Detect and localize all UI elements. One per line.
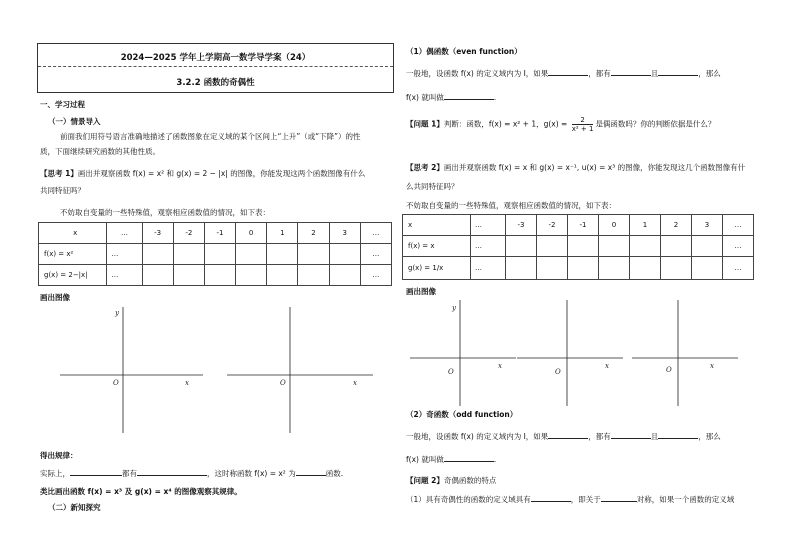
- fill-blank[interactable]: [611, 431, 651, 439]
- table-cell: -2: [173, 223, 204, 244]
- fill-blank[interactable]: [296, 468, 326, 476]
- even-call-a: f(x) 就叫做: [406, 93, 444, 102]
- row-label: g(x) = 1/x: [403, 257, 471, 280]
- fill-blank[interactable]: [548, 431, 588, 439]
- table-cell: …: [107, 265, 142, 286]
- q1-tag: 【问题 1】: [406, 119, 444, 129]
- table-cell[interactable]: [661, 257, 692, 280]
- table-row: [39, 265, 392, 286]
- rule-sentence: [40, 468, 343, 478]
- table-cell: …: [723, 257, 754, 280]
- y-axis-label: y: [452, 304, 456, 312]
- think1-text-2: 共同特征吗？: [40, 186, 85, 195]
- fill-blank[interactable]: [137, 468, 207, 476]
- table-cell[interactable]: [599, 257, 630, 280]
- odd-call-a: f(x) 就叫做: [406, 455, 444, 464]
- origin-label: O: [666, 366, 672, 374]
- lesson-title: 3.2.2 函数的奇偶性: [176, 78, 255, 88]
- think2-text-2: 么共同特征吗？: [406, 182, 459, 191]
- even-def-c: 且: [650, 69, 659, 78]
- table-cell[interactable]: [568, 236, 599, 257]
- table-cell[interactable]: [692, 257, 723, 280]
- even-call: [406, 92, 496, 102]
- think2-tag: 【思考 2】: [406, 163, 444, 172]
- coordinate-axes: [408, 298, 518, 408]
- think1: [40, 169, 365, 178]
- fill-blank[interactable]: [444, 454, 497, 464]
- table-cell[interactable]: [692, 236, 723, 257]
- table-cell: 3: [329, 223, 360, 244]
- odd-def-a: 一般地，设函数 f(x) 的定义域内为 I，如果: [406, 432, 549, 441]
- origin-label: O: [448, 368, 454, 376]
- draw-graph-label-1: 画出图像: [40, 293, 70, 302]
- origin-label: O: [113, 379, 119, 387]
- coordinate-axes: [515, 298, 625, 408]
- table-row: [403, 236, 754, 257]
- row-label: g(x) = 2−|x|: [39, 265, 107, 286]
- subsection-new-knowledge: （二）新知探究: [48, 503, 101, 512]
- even-def-a: 一般地，设函数 f(x) 的定义域内为 I，如果: [406, 69, 549, 78]
- table-cell[interactable]: [298, 265, 329, 286]
- table-row: [403, 215, 754, 236]
- table-cell[interactable]: [236, 244, 267, 265]
- table-cell[interactable]: [661, 236, 692, 257]
- odd-call: [406, 454, 496, 464]
- table-cell[interactable]: [537, 236, 568, 257]
- header-box: [37, 43, 394, 93]
- question-1: [406, 116, 715, 133]
- values-table-2: [402, 214, 754, 280]
- even-definition: [406, 68, 721, 78]
- table-cell[interactable]: [267, 244, 298, 265]
- table-cell[interactable]: [630, 236, 661, 257]
- even-function-title: （1）偶函数（even function）: [406, 47, 522, 56]
- origin-label: O: [555, 368, 561, 376]
- table-cell: -2: [537, 215, 568, 236]
- table-cell[interactable]: [173, 244, 204, 265]
- fill-blank[interactable]: [658, 431, 698, 439]
- intro-line-2: 质，下面继续研究函数的其他性质。: [40, 147, 160, 156]
- row-label: f(x) = x: [403, 236, 471, 257]
- coordinate-axes: [630, 298, 740, 408]
- fill-blank[interactable]: [611, 68, 651, 76]
- table-cell: …: [471, 215, 506, 236]
- x-axis-label: x: [605, 362, 609, 370]
- rule-text-a: 实际上，: [40, 469, 70, 478]
- x-axis-label: x: [353, 379, 357, 387]
- fill-blank[interactable]: [601, 494, 637, 502]
- table-cell[interactable]: [630, 257, 661, 280]
- table-row: [39, 223, 392, 244]
- rule-text-b: 都有: [122, 469, 137, 478]
- y-axis-label: y: [115, 309, 119, 317]
- table-cell[interactable]: [267, 265, 298, 286]
- table-cell: 3: [692, 215, 723, 236]
- think2: [406, 163, 745, 172]
- table-cell[interactable]: [506, 257, 537, 280]
- fraction: [572, 116, 594, 133]
- section-learning-process: 一、学习过程: [40, 100, 85, 109]
- fraction-denominator: x² + 1: [571, 125, 594, 133]
- q2-item-c: 对称，如果一个函数的定义域: [636, 495, 735, 504]
- table-cell: x: [403, 215, 471, 236]
- table-cell: …: [360, 223, 391, 244]
- table-cell[interactable]: [142, 265, 173, 286]
- coordinate-axes: [225, 305, 375, 435]
- q1-text-a: 判断：函数，f(x) = x² + 1，g(x) =: [443, 119, 568, 129]
- table-cell[interactable]: [329, 244, 360, 265]
- q2-item-a: （1）具有奇偶性的函数的定义域具有: [406, 495, 531, 504]
- q2-text: 奇偶函数的特点: [443, 476, 497, 485]
- table-cell[interactable]: [298, 244, 329, 265]
- intro-line-1: 前面我们用符号语言准确地描述了函数图象在定义域的某个区间上“上升”（或“下降”）的性: [60, 132, 361, 141]
- table-cell: 2: [661, 215, 692, 236]
- origin-label: O: [280, 379, 286, 387]
- table-cell: …: [471, 236, 506, 257]
- values-table-1: [38, 222, 392, 286]
- q1-text-b: 是偶函数吗？你的判断依据是什么？: [595, 119, 716, 129]
- x-axis-label: x: [710, 362, 714, 370]
- odd-definition: [406, 431, 721, 441]
- table-cell: 1: [630, 215, 661, 236]
- subsection-intro: （一）情景导入: [48, 117, 101, 126]
- think1-tag: 【思考 1】: [40, 169, 78, 178]
- odd-def-b: ，都有: [588, 432, 611, 441]
- q2-item-b: ，即关于: [570, 495, 601, 504]
- header-divider: [38, 66, 393, 67]
- table-cell: …: [107, 223, 142, 244]
- table-cell: x: [39, 223, 107, 244]
- odd-def-d: ，那么: [698, 432, 721, 441]
- table-cell: …: [360, 244, 391, 265]
- fill-blank[interactable]: [658, 68, 698, 76]
- table-cell[interactable]: [537, 257, 568, 280]
- table-cell[interactable]: [568, 257, 599, 280]
- q2-tag: 【问题 2】: [406, 476, 444, 485]
- table-cell[interactable]: [329, 265, 360, 286]
- table-cell: -1: [568, 215, 599, 236]
- table-cell[interactable]: [173, 265, 204, 286]
- table-cell[interactable]: [506, 236, 537, 257]
- fill-blank[interactable]: [531, 494, 571, 502]
- table-cell[interactable]: [236, 265, 267, 286]
- x-axis-label: x: [498, 362, 502, 370]
- fill-blank[interactable]: [444, 92, 497, 102]
- table-cell: -1: [204, 223, 235, 244]
- table-cell[interactable]: [204, 265, 235, 286]
- table-cell: …: [723, 236, 754, 257]
- table-cell: -3: [142, 223, 173, 244]
- even-call-b: .: [493, 93, 497, 102]
- table-cell: 1: [267, 223, 298, 244]
- fill-blank[interactable]: [70, 468, 122, 476]
- table-cell[interactable]: [599, 236, 630, 257]
- q2-item-1: [406, 494, 734, 504]
- header-title: 2024—2025 学年上学期高一数学导学案（24）: [120, 53, 311, 63]
- row-label: f(x) = x²: [39, 244, 107, 265]
- table-cell: -3: [506, 215, 537, 236]
- table2-intro: 不妨取自变量的一些特殊值，观察相应函数值的情况，如下表：: [406, 201, 616, 210]
- table-cell: 2: [298, 223, 329, 244]
- table-cell: …: [471, 257, 506, 280]
- even-def-b: ，都有: [588, 69, 611, 78]
- table-cell: …: [360, 265, 391, 286]
- think2-text: 画出并观察函数 f(x) = x 和 g(x) = x⁻¹, u(x) = x³ 的图像，你能发现这几个函数图像有什: [443, 163, 746, 172]
- rule-text-d: 函数.: [325, 469, 344, 478]
- think1-text: 画出并观察函数 f(x) = x² 和 g(x) = 2 − |x| 的图像，你能发现这两个函数图像有什么: [77, 169, 366, 178]
- table-row: [39, 244, 392, 265]
- question-2: [406, 476, 496, 485]
- table-cell[interactable]: [204, 244, 235, 265]
- table-cell[interactable]: [142, 244, 173, 265]
- x-axis-label: x: [185, 379, 189, 387]
- table-cell: …: [723, 215, 754, 236]
- even-def-d: ，那么: [698, 69, 721, 78]
- table-row: [403, 257, 754, 280]
- fraction-numerator: 2: [572, 116, 594, 125]
- odd-function-title: （2）奇函数（odd function）: [406, 410, 518, 419]
- odd-call-b: .: [493, 455, 497, 464]
- odd-def-c: 且: [650, 432, 659, 441]
- rule-text-c: ，这时称函数 f(x) = x² 为: [207, 469, 296, 478]
- coordinate-axes: [55, 305, 205, 435]
- rule-label: 得出规律：: [40, 451, 78, 460]
- table-cell: 0: [236, 223, 267, 244]
- fill-blank[interactable]: [548, 68, 588, 76]
- table1-intro: 不妨取自变量的一些特殊值，观察相应函数值的情况，如下表：: [60, 208, 270, 217]
- analog-text: 类比画出函数 f(x) = x³ 及 g(x) = x⁴ 的图像观察其规律。: [40, 487, 242, 496]
- table-cell: …: [107, 244, 142, 265]
- table-cell: 0: [599, 215, 630, 236]
- draw-graph-label-2: 画出图像: [406, 287, 436, 296]
